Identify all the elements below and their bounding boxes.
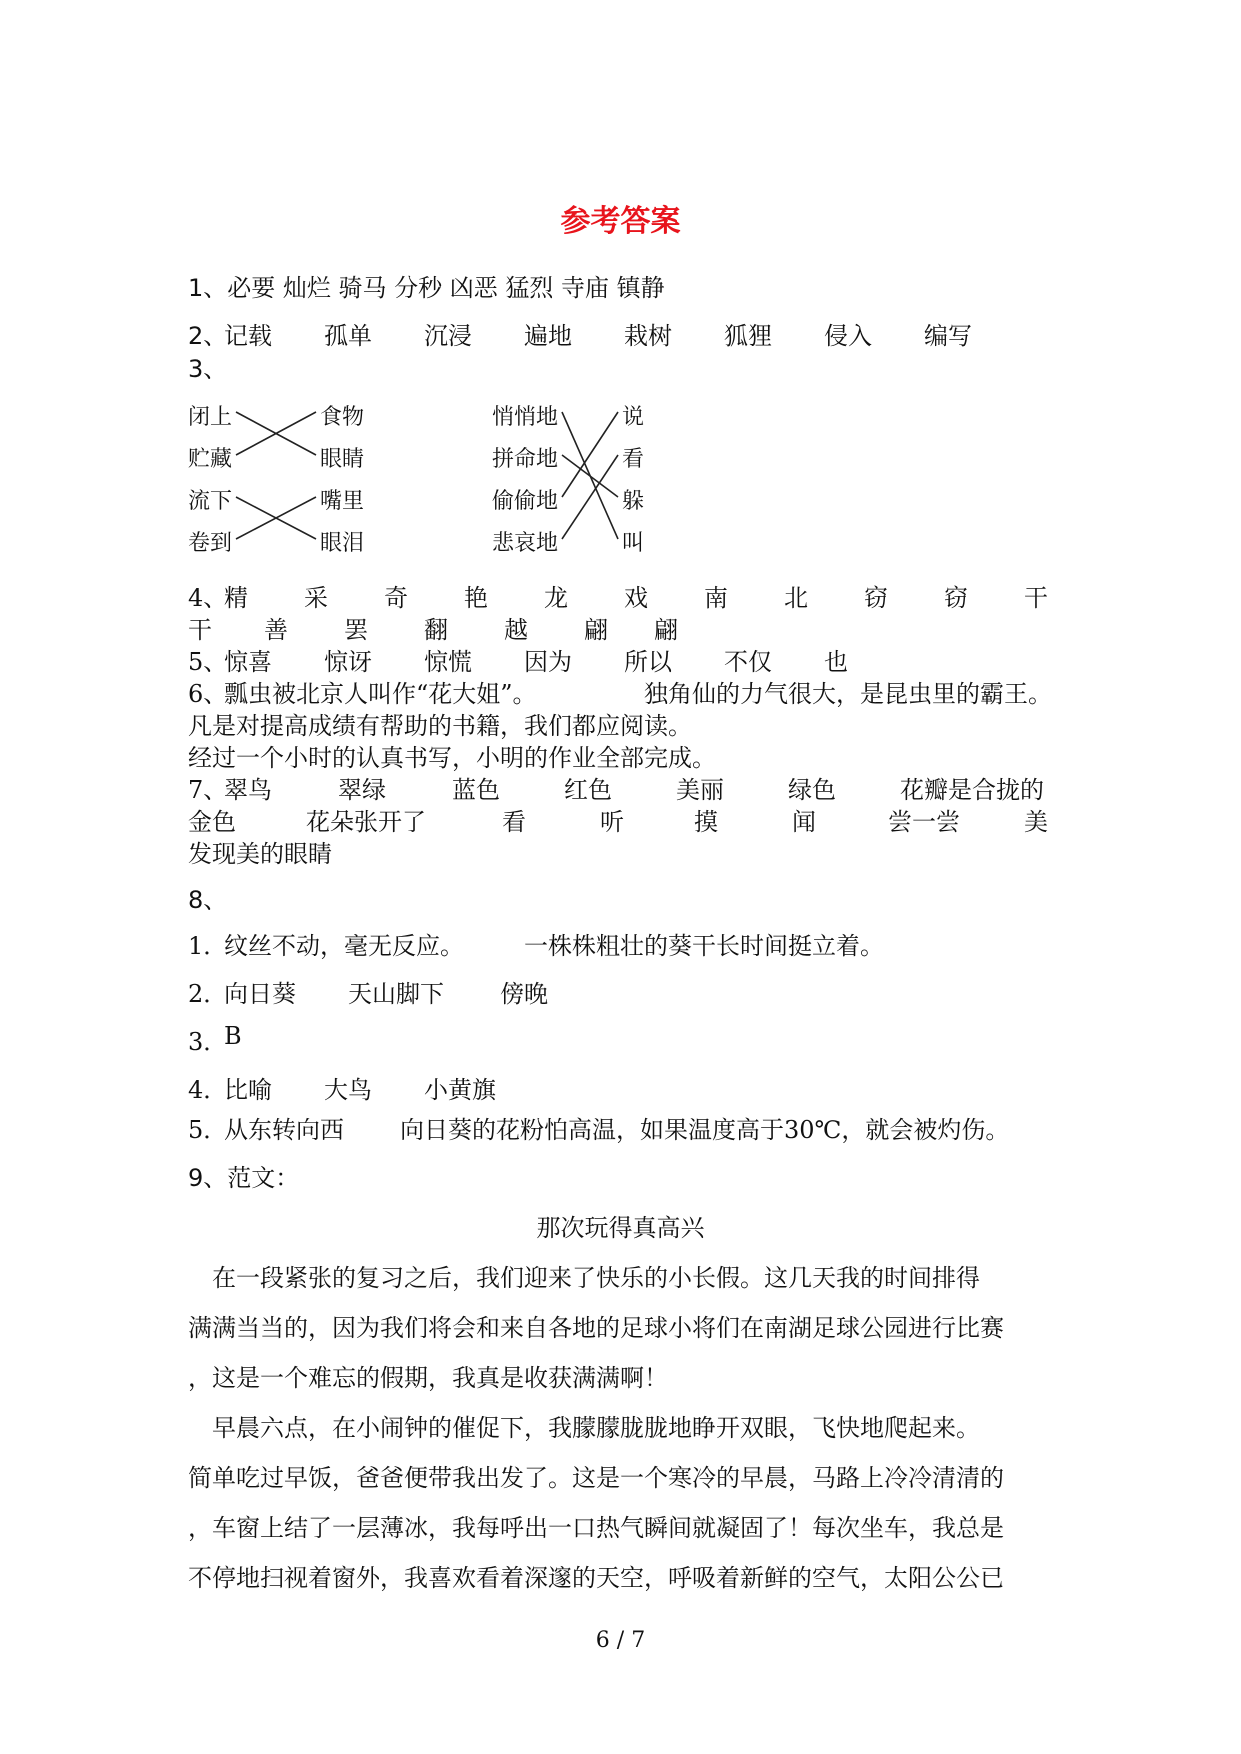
q4-label: 4、 [188,584,228,612]
match-line [562,455,618,497]
page-number: 6 / 7 [595,1628,646,1653]
match-line [562,412,618,497]
q4-char: 采 [304,584,328,612]
q7-line-3: 发现美的眼睛 [188,840,332,868]
q8-label: 8、 [188,886,228,914]
q4-char: 罢 [344,616,368,644]
match-left-word: 流下 [188,489,233,514]
q5-word: 惊慌 [424,648,472,676]
q8-item-text: 大鸟 [324,1076,372,1104]
essay-line: 在一段紧张的复习之后，我们迎来了快乐的小长假。这几天我的时间排得 [188,1264,980,1292]
match-left-word: 卷到 [188,531,233,556]
q6-sentence: 凡是对提高成绩有帮助的书籍，我们都应阅读。 [188,712,692,740]
q8-item-number: 2． [188,980,228,1008]
q2-word: 沉浸 [424,322,472,350]
q8-item-text: 比喻 [224,1076,272,1104]
match-left-word: 贮藏 [188,447,233,472]
essay-line: ，车窗上结了一层薄冰，我每呼出一口热气瞬间就凝固了！每次坐车，我总是 [188,1514,1004,1542]
essay-title: 那次玩得真高兴 [536,1214,705,1242]
q2-word: 孤单 [324,322,372,350]
q8-item-text: 小黄旗 [424,1076,496,1104]
q8-item-text: 天山脚下 [348,980,444,1008]
q4-char: 龙 [544,584,568,612]
q5-label: 5、 [188,648,228,676]
q5-word: 惊讶 [324,648,372,676]
match-target-word: 眼睛 [320,447,365,472]
q7-word: 摸 [694,808,718,836]
q8-item-text: 傍晚 [500,980,548,1008]
essay-line: 不停地扫视着窗外，我喜欢看着深邃的天空，呼吸着新鲜的空气，太阳公公已 [188,1564,1004,1592]
q8-item-text: 一株株粗壮的葵干长时间挺立着。 [524,932,884,960]
essay-line: 满满当当的，因为我们将会和来自各地的足球小将们在南湖足球公园进行比赛 [188,1314,1004,1342]
essay-line: ，这是一个难忘的假期，我真是收获满满啊！ [188,1364,668,1392]
q4-char: 奇 [384,584,408,612]
match-adverb-word: 悄悄地 [492,405,559,430]
match-adverb-word: 偷偷地 [492,489,559,514]
match-verb-word: 看 [622,447,645,472]
q7-word: 花朵张开了 [306,808,426,836]
q2-word: 栽树 [624,322,672,350]
q4-char: 精 [224,584,248,612]
q7-word: 翠绿 [338,776,386,804]
q5-word: 也 [824,648,848,676]
q6-sentence: 瓢虫被北京人叫作“花大姐”。 [224,680,537,708]
q8-item-text: 从东转向西 [224,1116,344,1144]
match-line [562,455,618,539]
q4-char: 戏 [624,584,648,612]
q7-word: 绿色 [788,776,836,804]
q7-word: 红色 [564,776,612,804]
match-left-word: 闭上 [188,405,233,430]
q1-answer: 1、必要 灿烂 骑马 分秒 凶恶 猛烈 寺庙 镇静 [188,274,665,302]
q2-label: 2、 [188,322,228,350]
q4-char: 越 [504,616,528,644]
q7-word: 金色 [188,808,236,836]
match-verb-word: 叫 [622,531,645,556]
q7-word: 花瓣是合拢的 [900,776,1044,804]
q8-item-number: 3． [188,1028,228,1056]
q2-word: 侵入 [824,322,872,350]
q5-word: 惊喜 [224,648,272,676]
q4-char: 善 [264,616,288,644]
q2-word: 编写 [924,322,972,350]
match-target-word: 嘴里 [320,489,365,514]
q7-word: 闻 [792,808,816,836]
q6-sentence: 独角仙的力气很大，是昆虫里的霸王。 [644,680,1052,708]
q7-label: 7、 [188,776,228,804]
q8-item-text: 向日葵的花粉怕高温，如果温度高于30℃，就会被灼伤。 [400,1116,1010,1144]
q8-item-number: 4． [188,1076,228,1104]
match-adverb-word: 拼命地 [492,447,559,472]
q4-char: 艳 [464,584,488,612]
match-target-word: 食物 [320,405,365,430]
essay-line: 简单吃过早饭，爸爸便带我出发了。这是一个寒冷的早晨，马路上冷冷清清的 [188,1464,1004,1492]
q4-char: 窃 [864,584,888,612]
q4-char: 干 [1024,584,1048,612]
q6-sentence: 经过一个小时的认真书写，小明的作业全部完成。 [188,744,716,772]
page-title: 参考答案 [560,204,681,239]
q8-item-number: 5． [188,1116,228,1144]
q8-item-number: 1． [188,932,228,960]
match-verb-word: 说 [622,405,645,430]
q4-char: 窃 [944,584,968,612]
q2-word: 记载 [224,322,272,350]
match-adverb-word: 悲哀地 [492,531,559,556]
q7-word: 蓝色 [452,776,500,804]
q7-word: 看 [502,808,526,836]
q7-word: 美 [1024,808,1048,836]
q7-word: 听 [600,808,624,836]
q8-item-text: 纹丝不动，毫无反应。 [224,932,464,960]
q4-char: 北 [784,584,808,612]
q2-word: 狐狸 [724,322,772,350]
q4-char: 干 [188,616,212,644]
q8-item-text: B [224,1022,242,1050]
q9-label: 9、范文： [188,1164,300,1192]
matching-lines [0,0,1241,600]
q7-word: 翠鸟 [224,776,272,804]
q2-word: 遍地 [524,322,572,350]
q3-label: 3、 [188,355,228,383]
q7-word: 尝一尝 [888,808,960,836]
q5-word: 所以 [624,648,672,676]
q4-char: 翻 [424,616,448,644]
q8-item-text: 向日葵 [224,980,296,1008]
q4-char: 翩 [584,616,608,644]
match-verb-word: 躲 [622,489,645,514]
q5-word: 因为 [524,648,572,676]
match-target-word: 眼泪 [320,531,365,556]
q4-char: 南 [704,584,728,612]
q7-word: 美丽 [676,776,724,804]
essay-line: 早晨六点，在小闹钟的催促下，我朦朦胧胧地睁开双眼，飞快地爬起来。 [188,1414,980,1442]
q6-label: 6、 [188,680,228,708]
q4-char: 翩 [654,616,678,644]
q5-word: 不仅 [724,648,772,676]
